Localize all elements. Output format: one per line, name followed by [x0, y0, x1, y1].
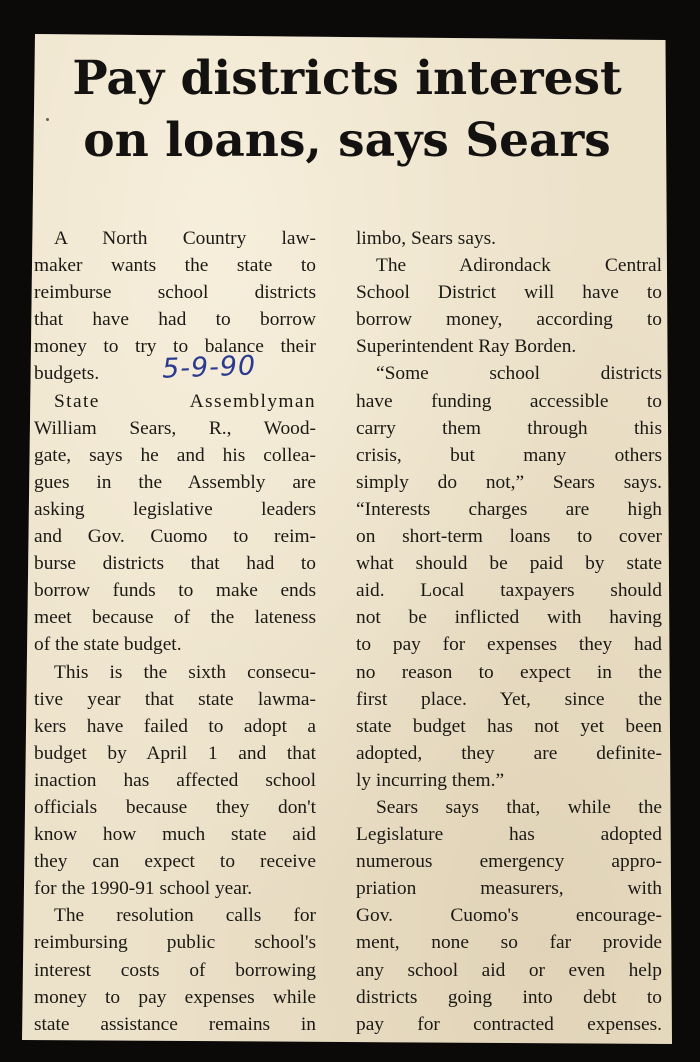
text-line: no reason to expect in the [356, 661, 662, 683]
text-line: The Adirondack Central [376, 255, 662, 277]
text-line: gate, says he and his collea- [34, 444, 316, 466]
article-right-column [356, 225, 662, 1038]
text-line: ment, none so far provide [356, 932, 662, 954]
text-line: first place. Yet, since the [356, 688, 662, 710]
text-line: crisis, but many others [356, 444, 662, 466]
text-line: borrow money, according to [356, 309, 662, 331]
text-line: State Assemblyman [54, 390, 316, 412]
text-line: interest costs of borrowing [34, 959, 316, 981]
text-line: money to try to balance their [34, 336, 316, 358]
text-line: districts going into debt to [356, 986, 662, 1008]
text-line: burse districts that had to [34, 553, 316, 575]
text-line: “Interests charges are high [356, 498, 662, 520]
text-line: reimbursing public school's [34, 932, 316, 954]
text-line: and Gov. Cuomo to reim- [34, 526, 316, 548]
text-line: what should be paid by state [356, 553, 662, 575]
text-line: numerous emergency appro- [356, 851, 662, 873]
text-line: to pay for expenses they had [356, 634, 662, 656]
text-line: borrow funds to make ends [34, 580, 316, 602]
text-line: aid. Local taxpayers should [356, 580, 662, 602]
text-line: limbo, Sears says. [356, 228, 497, 249]
text-line: meet because of the lateness [34, 607, 316, 629]
text-line: A North Country law- [54, 228, 316, 249]
headline-line-1: Pay districts interest [72, 51, 622, 106]
text-line: “Some school districts [376, 363, 662, 385]
text-line: know how much state aid [34, 824, 316, 846]
text-line: asking legislative leaders [34, 498, 316, 520]
text-line: tive year that state lawma- [34, 688, 316, 710]
text-line: Superintendent Ray Borden. [356, 336, 577, 358]
article-left-column [34, 225, 316, 1038]
text-line: ly incurring them.” [356, 769, 505, 791]
text-line: Legislature has adopted [356, 824, 662, 846]
text-line: for the 1990-91 school year. [34, 878, 253, 900]
text-line: of the state budget. [34, 634, 182, 656]
text-line: This is the sixth consecu- [54, 661, 316, 683]
text-line: reimburse school districts [34, 282, 316, 304]
text-line: budgets. [34, 363, 100, 385]
text-line: on short-term loans to cover [356, 526, 662, 548]
text-line: Sears says that, while the [376, 796, 662, 818]
headline-line-2: on loans, says Sears [83, 113, 611, 168]
text-line: have funding accessible to [356, 390, 662, 412]
text-line: priation measurers, with [356, 878, 662, 900]
text-line: kers have failed to adopt a [34, 715, 316, 737]
text-line: The resolution calls for [54, 905, 316, 927]
text-line: pay for contracted expenses. [356, 1013, 662, 1035]
text-line: inaction has affected school [34, 769, 316, 791]
text-line: budget by April 1 and that [34, 742, 316, 764]
text-line: any school aid or even help [356, 959, 662, 981]
text-line: that have had to borrow [34, 309, 316, 331]
text-line: William Sears, R., Wood- [34, 417, 316, 439]
text-line: adopted, they are definite- [356, 742, 662, 764]
text-line: not be inflicted with having [356, 607, 662, 629]
text-line: state budget has not yet been [356, 715, 662, 737]
text-line: gues in the Assembly are [34, 471, 316, 493]
text-line: carry them through this [356, 417, 662, 439]
text-line: they can expect to receive [34, 851, 316, 873]
text-line-with-date [34, 350, 316, 387]
text-line: School District will have to [356, 282, 662, 304]
text-line: maker wants the state to [34, 255, 316, 277]
text-line: officials because they don't [34, 796, 316, 818]
headline [22, 48, 672, 172]
text-line: simply do not,” Sears says. [356, 471, 662, 493]
text-line: Gov. Cuomo's encourage- [356, 905, 662, 927]
text-line: money to pay expenses while [34, 986, 316, 1008]
text-line: state assistance remains in [34, 1013, 316, 1035]
handwritten-date: 5-9-90 [161, 350, 257, 386]
